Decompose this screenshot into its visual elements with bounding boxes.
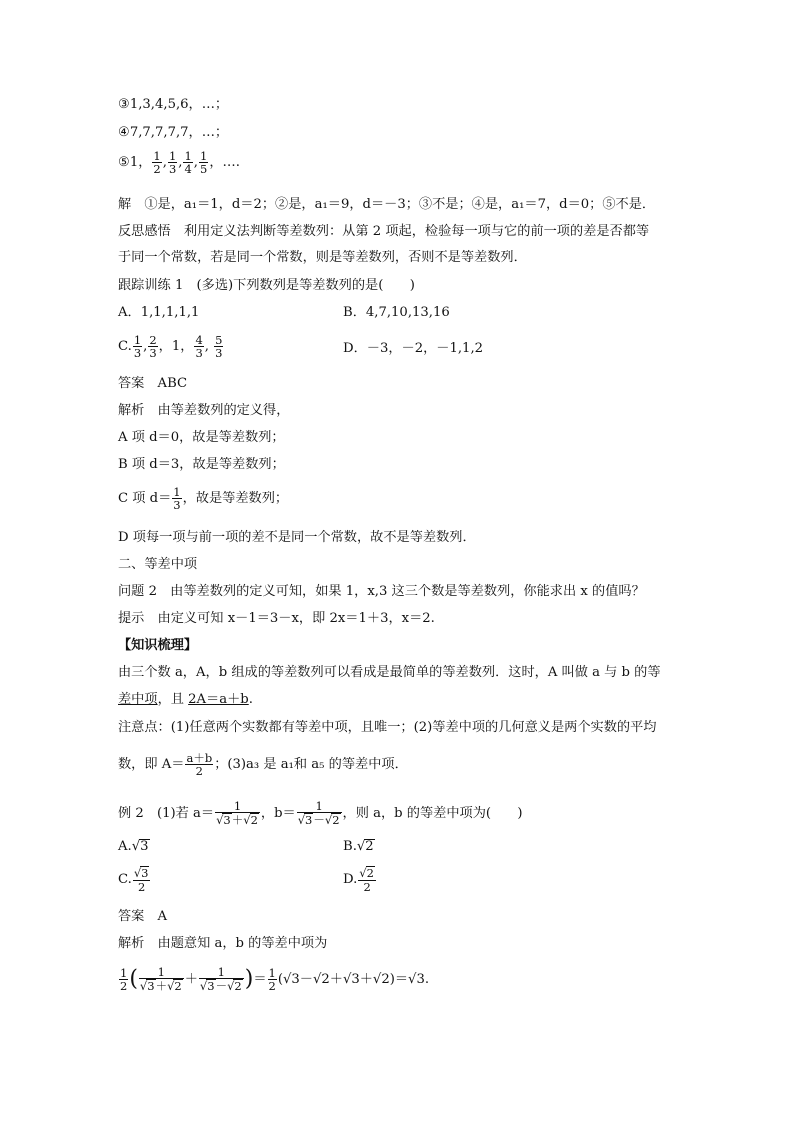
answer-2: 答案 A bbox=[118, 909, 168, 924]
section-heading: 二、等差中项 bbox=[118, 557, 198, 572]
hint-line: 提示 由定义可知 x－1＝3－x，即 2x＝1＋3，x＝2. bbox=[118, 611, 435, 626]
line-sequence-5: ⑤1， $\frac{1}{2}$ , $\frac{1}{3}$ , $\frac{1}{4}$ , $\frac{1}{5}$ ，…. bbox=[118, 149, 240, 176]
item-d-line: D 项每一项与前一项的差不是同一个常数，故不是等差数列． bbox=[118, 530, 476, 545]
final-equation: $\frac{1}{2}$ ( $\frac{1}{√3+√2}$ ＋ $\frac{1}{√3-√2}$ )＝ $\frac{1}{2}$ (√3－√2＋√3＋√2)＝√3. bbox=[120, 965, 430, 993]
question-2: 问题 2 由等差数列的定义可知，如果 1，x,3 这三个数是等差数列，你能求出 x 的值吗？ bbox=[118, 584, 645, 599]
answer-1: 答案 ABC bbox=[118, 376, 188, 391]
example-option-b: B.√2 bbox=[343, 839, 374, 854]
example-option-a: A.√3 bbox=[118, 839, 149, 854]
option-a: A．1,1,1,1,1 bbox=[118, 305, 200, 320]
reflect-line-1: 反思感悟 利用定义法判断等差数列：从第 2 项起，检验每一项与它的前一项的差是否都等 bbox=[118, 224, 650, 239]
example-option-c: C. $\frac{√3}{2}$ bbox=[118, 866, 149, 894]
reflect-line-2: 于同一个常数，若是同一个常数，则是等差数列，否则不是等差数列． bbox=[118, 250, 527, 265]
reflect-label: 反思感悟 bbox=[118, 224, 171, 239]
example-2: 例 2 (1)若 a＝ $\frac{1}{√3+√2}$ ，b＝ $\frac{1}{√3-√2}$ ，则 a，b 的等差中项为( ) bbox=[118, 799, 523, 827]
solution-line: 解 ①是，a₁＝1，d＝2；②是，a₁＝9，d＝－3；③不是；④是，a₁＝7，d＝0；⑤不是． bbox=[118, 197, 656, 212]
knowledge-line-1: 由三个数 a，A，b 组成的等差数列可以看成是最简单的等差数列．这时，A 叫做 a 与 b 的等 bbox=[118, 665, 661, 680]
line-sequence-4: ④7,7,7,7,7，…； bbox=[118, 125, 229, 140]
knowledge-heading: 【知识梳理】 bbox=[118, 638, 198, 653]
note-line-1: 注意点：(1)任意两个实数都有等差中项，且唯一；(2)等差中项的几何意义是两个实数的平均 bbox=[118, 720, 657, 735]
knowledge-line-2: 差中项，且 2A＝a＋b. bbox=[118, 692, 253, 707]
analysis-2: 解析 由题意知 a，b 的等差中项为 bbox=[118, 936, 328, 951]
analysis-1: 解析 由等差数列的定义得， bbox=[118, 403, 290, 418]
note-line-2: 数，即 A＝ $\frac{a+b}{2}$ ；(3)a₃ 是 a₁和 a₅ 的等差中项． bbox=[118, 751, 408, 778]
option-b: B．4,7,10,13,16 bbox=[343, 305, 450, 320]
item-a-line: A 项 d＝0，故是等差数列； bbox=[118, 430, 285, 445]
item-b-line: B 项 d＝3，故是等差数列； bbox=[118, 457, 285, 472]
item-c-line: C 项 d＝ $\frac{1}{3}$ ，故是等差数列； bbox=[118, 485, 289, 512]
option-c: C. $\frac{1}{3}$ , $\frac{2}{3}$ ，1， $\frac{4}{3}$ , $\frac{5}{3}$ bbox=[118, 333, 223, 360]
training-question: 跟踪训练 1 (多选)下列数列是等差数列的是( ) bbox=[118, 278, 415, 293]
line-sequence-3: ③1,3,4,5,6，…； bbox=[118, 97, 229, 112]
example-option-d: D. $\frac{√2}{2}$ bbox=[343, 866, 374, 894]
option-d: D．－3，－2，－1,1,2 bbox=[343, 341, 484, 356]
